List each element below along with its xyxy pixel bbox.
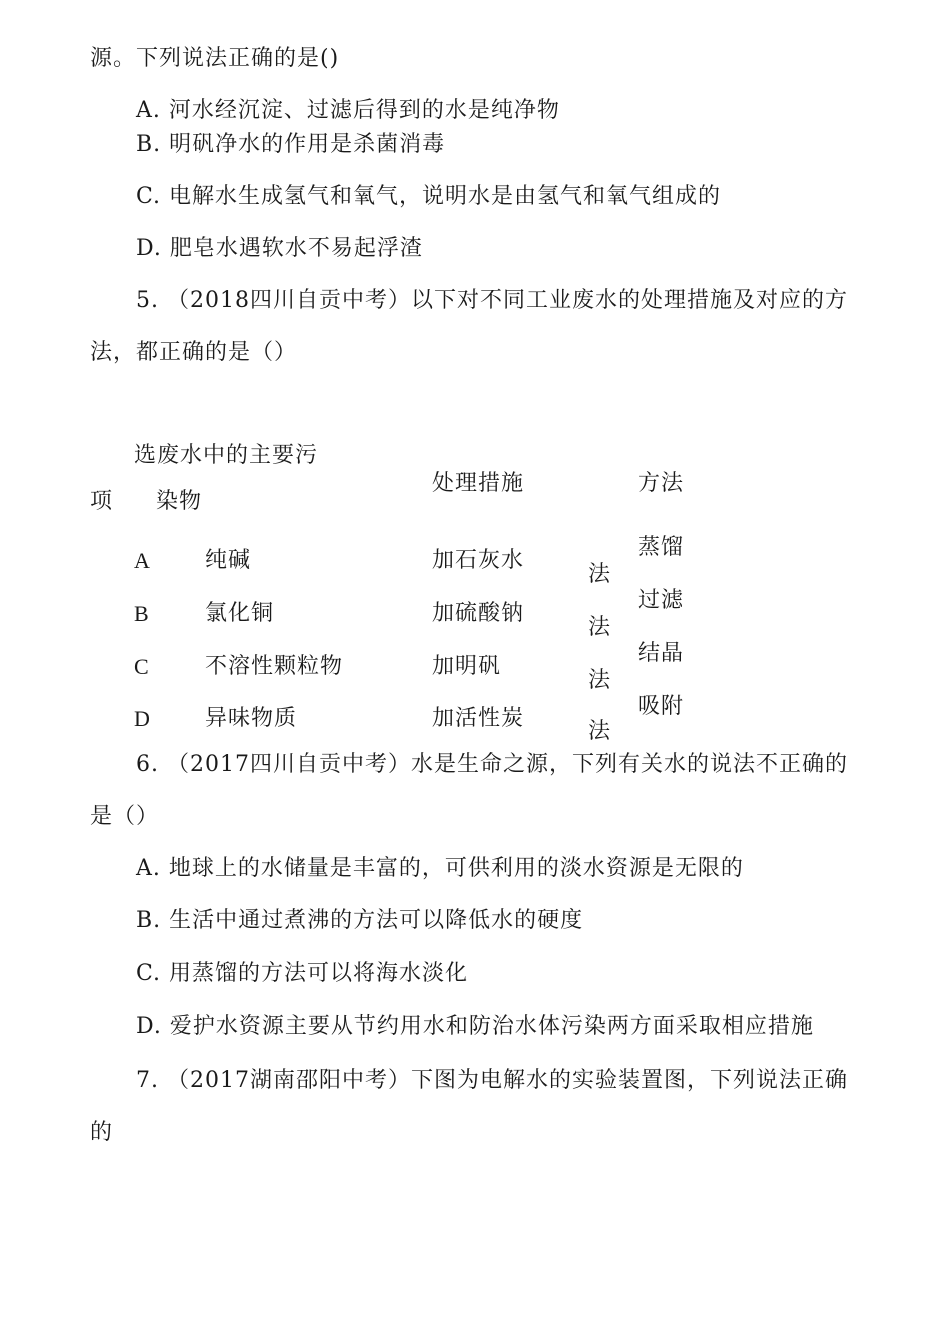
q4-stem-tail: 源。下列说法正确的是() [90, 46, 340, 71]
table-header-option: 项 [90, 489, 114, 514]
table-header-method: 方法 [638, 471, 685, 496]
q5-stem-line1: 5. （2018四川自贡中考）以下对不同工业废水的处理措施及对应的方 [136, 288, 848, 313]
q5-stem-line2: 法，都正确的是（） [90, 340, 298, 365]
method-suffix-2: 法 [588, 615, 612, 640]
table-header-pollutant-line1: 选废水中的主要污 [134, 443, 319, 468]
table-row-a-method: 蒸馏 [638, 535, 685, 560]
table-row-a-pollutant: 纯碱 [205, 548, 252, 573]
q4-option-b: B. 明矾净水的作用是杀菌消毒 [136, 132, 446, 157]
table-row-a-option: A [134, 548, 151, 573]
table-row-b-pollutant: 氯化铜 [205, 601, 275, 626]
q7-stem-line2: 的 [90, 1120, 114, 1145]
q4-option-c: C. 电解水生成氢气和氧气，说明水是由氢气和氧气组成的 [136, 184, 722, 209]
method-suffix-4-clip [588, 719, 618, 744]
table-header-pollutant-line2: 染物 [156, 489, 203, 514]
table-row-d-option: D [134, 706, 151, 731]
table-row-c-pollutant: 不溶性颗粒物 [205, 654, 344, 679]
q6-stem-line2: 是（） [90, 804, 160, 829]
table-row-d-pollutant: 异味物质 [205, 706, 298, 731]
table-row-b-measure: 加硫酸钠 [432, 601, 525, 626]
method-suffix-3: 法 [588, 668, 612, 693]
q7-stem-line1: 7. （2017湖南邵阳中考）下图为电解水的实验装置图，下列说法正确 [136, 1068, 848, 1093]
q6-option-c: C. 用蒸馏的方法可以将海水淡化 [136, 961, 469, 986]
table-row-b-method: 过滤 [638, 588, 685, 613]
table-row-d-method: 吸附 [638, 694, 685, 719]
method-suffix-4: 法 [588, 719, 612, 744]
q4-option-d: D. 肥皂水遇软水不易起浮渣 [136, 236, 423, 261]
method-suffix-1: 法 [588, 562, 612, 587]
q6-option-b: B. 生活中通过煮沸的方法可以降低水的硬度 [136, 908, 584, 933]
q6-option-d: D. 爱护水资源主要从节约用水和防治水体污染两方面采取相应措施 [136, 1014, 814, 1039]
q6-option-a: A. 地球上的水储量是丰富的，可供利用的淡水资源是无限的 [136, 856, 744, 881]
table-header-measure: 处理措施 [432, 471, 525, 496]
table-row-d-measure: 加活性炭 [432, 706, 525, 731]
table-row-b-option: B [134, 601, 150, 626]
table-row-a-measure: 加石灰水 [432, 548, 525, 573]
q6-stem-line1: 6. （2017四川自贡中考）水是生命之源，下列有关水的说法不正确的 [136, 752, 848, 777]
table-row-c-measure: 加明矾 [432, 654, 502, 679]
table-row-c-option: C [134, 654, 150, 679]
table-row-c-method: 结晶 [638, 641, 685, 666]
q4-option-a: A. 河水经沉淀、过滤后得到的水是纯净物 [136, 98, 560, 123]
